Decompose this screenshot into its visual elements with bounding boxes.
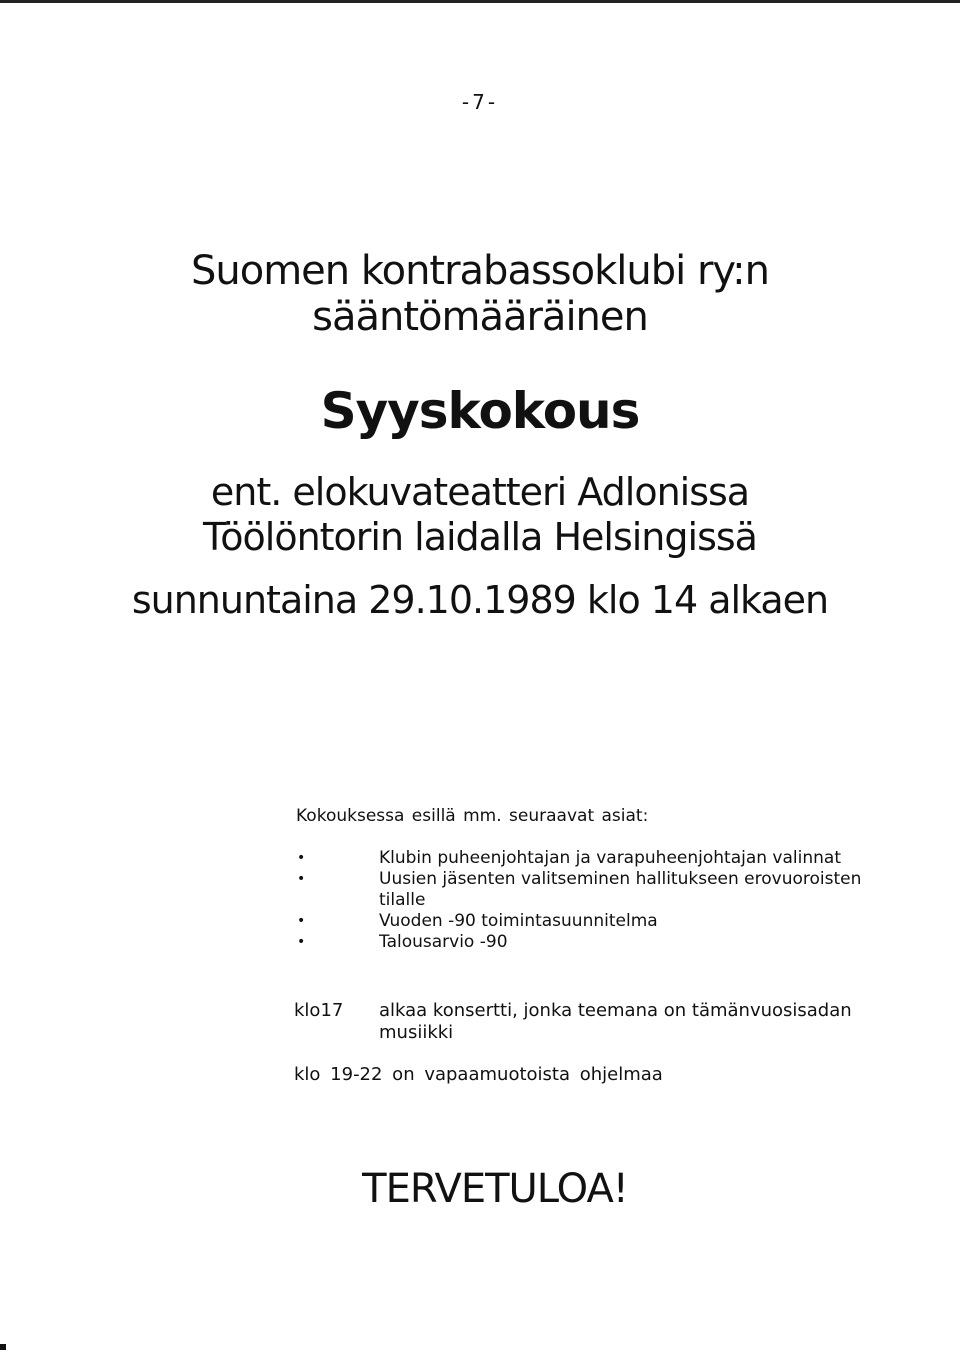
list-item: [296, 869, 886, 911]
list-item: [296, 932, 886, 953]
org-name-line: Suomen kontrabassoklubi ry:n: [191, 248, 769, 294]
bullet-icon: •: [297, 913, 306, 929]
concert-schedule: [294, 1000, 894, 1044]
date-line: sunnuntaina 29.10.1989 klo 14 alkaen: [131, 578, 829, 622]
agenda-item-text: Klubin puheenjohtajan ja varapuheenjohtajan valinnat: [379, 848, 841, 868]
agenda-item-text: Talousarvio -90: [379, 932, 508, 952]
meeting-type-line: sääntömääräinen: [312, 294, 648, 340]
bullet-icon: •: [297, 850, 306, 866]
page-title: Syyskokous: [320, 382, 640, 440]
top-rule: [0, 0, 960, 3]
welcome-text: TERVETULOA!: [362, 1166, 628, 1212]
list-item: [296, 911, 886, 932]
bullet-icon: •: [297, 871, 306, 887]
bullet-icon: •: [297, 934, 306, 950]
agenda-intro: Kokouksessa esillä mm. seuraavat asiat:: [296, 806, 649, 826]
concert-time: klo17: [294, 1000, 344, 1021]
list-item: [296, 848, 886, 869]
evening-program: klo 19-22 on vapaamuotoista ohjelmaa: [294, 1064, 663, 1085]
agenda-item-text: Vuoden -90 toimintasuunnitelma: [379, 911, 658, 931]
concert-description: alkaa konsertti, jonka teemana on tämänvuosisadan musiikki: [379, 1000, 852, 1043]
schedule-row: [294, 1000, 894, 1044]
venue-line-1: ent. elokuvateatteri Adlonissa: [210, 470, 750, 514]
venue-line-2: Töölöntorin laidalla Helsingissä: [203, 515, 757, 559]
agenda-list: [296, 848, 886, 953]
agenda-item-text: Uusien jäsenten valitseminen hallitukseen erovuoroisten tilalle: [379, 869, 862, 910]
page-number: -7-: [461, 90, 499, 114]
scan-mark: [0, 1344, 6, 1350]
